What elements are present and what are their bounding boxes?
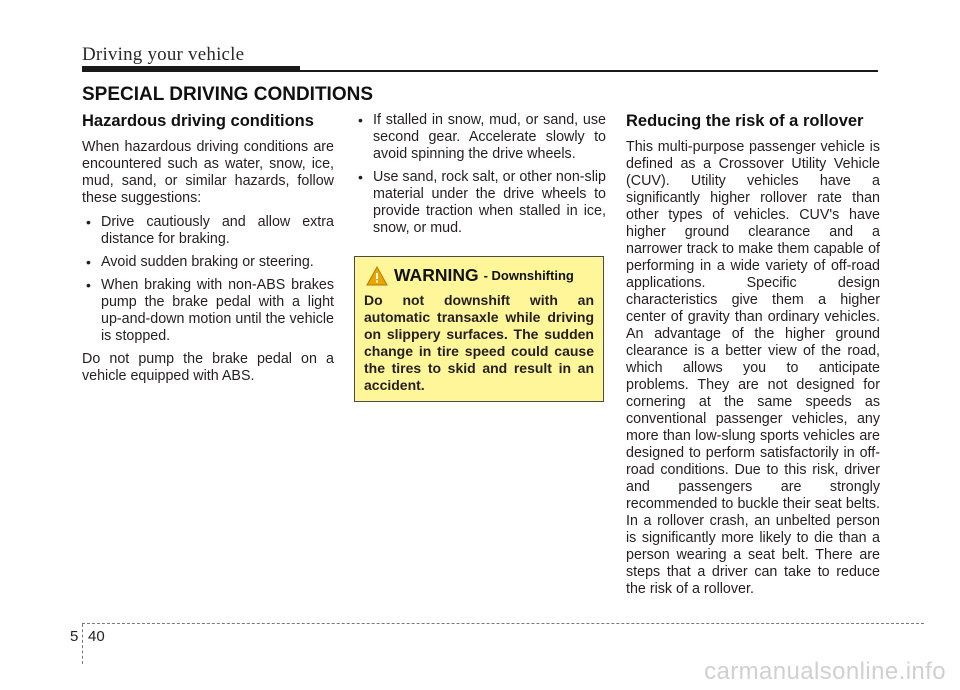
bullet-icon: •: [86, 214, 91, 230]
bullet-icon: •: [86, 277, 91, 293]
heading-hazardous: Hazardous driving conditions: [82, 112, 314, 130]
bullet-icon: •: [358, 169, 363, 185]
bullet-icon: •: [358, 112, 363, 128]
footer-divider: [82, 624, 83, 664]
watermark-text: carmanualsonline.info: [704, 658, 946, 685]
warning-triangle-icon: [366, 266, 388, 286]
header-rule-thick: [82, 66, 300, 72]
footer-rule: [82, 623, 924, 624]
section-title: SPECIAL DRIVING CONDITIONS: [82, 84, 374, 105]
stalled-tips-list: [354, 112, 606, 237]
warning-header: [364, 265, 594, 286]
warning-subtitle: - Downshifting: [483, 268, 574, 283]
chapter-number: 5: [70, 628, 79, 645]
column-stalled: [354, 112, 606, 243]
bullet-icon: •: [86, 254, 91, 270]
warning-box: [354, 256, 604, 402]
page-number: 40: [88, 628, 105, 645]
header-rule-thin: [300, 70, 878, 72]
list-item: • When braking with non-ABS brakes pump the brake pedal with a light up-and-down motion until the vehicle is stopped.: [86, 277, 334, 344]
list-item: • Use sand, rock salt, or other non-slip material under the drive wheels to provide traction when stalled in ice, snow, or mud.: [358, 169, 606, 236]
warning-label: WARNING: [394, 265, 479, 285]
warning-text: Do not downshift with an automatic transaxle while driving on slippery surfaces. The sudden change in tire speed could cause the tires to skid and result in an accident.: [364, 292, 594, 393]
paragraph-intro: When hazardous driving conditions are encountered such as water, snow, ice, mud, sand, or similar hazards, follow these suggestions:: [82, 139, 334, 206]
column-rollover: [626, 112, 880, 605]
list-item: • If stalled in snow, mud, or sand, use second gear. Accelerate slowly to avoid spinning the drive wheels.: [358, 112, 606, 162]
list-item: • Drive cautiously and allow extra distance for braking.: [86, 214, 334, 247]
heading-rollover: Reducing the risk of a rollover: [626, 112, 864, 130]
column-hazardous: [82, 112, 334, 392]
list-item: • Avoid sudden braking or steering.: [86, 254, 314, 270]
chapter-header: Driving your vehicle: [82, 44, 245, 65]
hazard-suggestions-list: [82, 214, 334, 345]
paragraph-rollover: This multi-purpose passenger vehicle is defined as a Crossover Utility Vehicle (CUV). Utility vehicles have a significantly higher rollover rate than other types of vehicles. CUV's have higher ground clearance and a narrower track to make them capable of performing in a wide variety of off-road applications. Specific design characteristics give them a higher center of gravity than ordinary vehicles. An advantage of the higher ground clearance is a better view of the road, which allows you to anticipate problems. They are not designed for cornering at the same speeds as conventional passenger vehicles, any more than low-slung sports vehicles are designed to perform satisfactorily in off-road conditions. Due to this risk, driver and passengers are strongly recommended to buckle their seat belts. In a rollover crash, an unbelted person is significantly more likely to die than a person wearing a seat belt. There are steps that a driver can take to reduce the risk of a rollover.: [626, 139, 880, 597]
paragraph-abs-note: Do not pump the brake pedal on a vehicle equipped with ABS.: [82, 351, 334, 384]
